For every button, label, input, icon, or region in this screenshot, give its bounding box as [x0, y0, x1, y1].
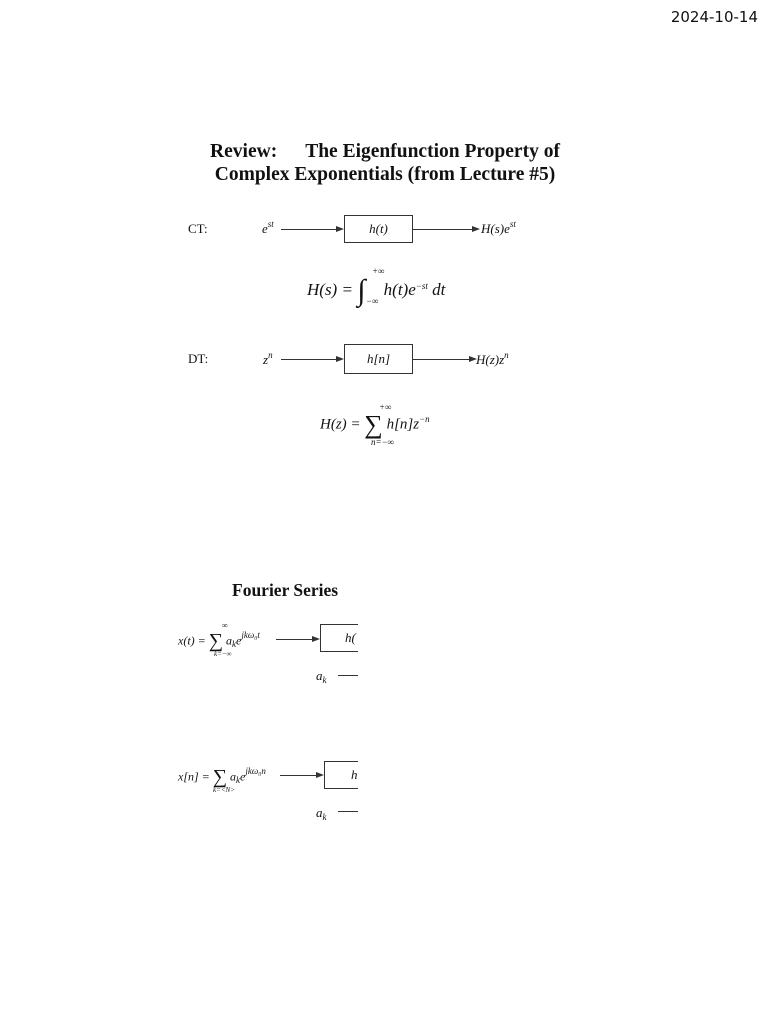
title-review: Review:: [210, 141, 278, 162]
ct-input: $e^{st}$: [262, 219, 274, 236]
dt-sum-symbol: ∑: [212, 766, 228, 788]
dt-input: $z^n$: [263, 350, 273, 367]
dt-series-equation: x[n] = ∑ $a_ke^{jk\omega_0n}$: [178, 766, 266, 788]
ct-label: CT:: [188, 221, 208, 236]
dt-ak: $a_k$: [316, 805, 327, 822]
ct-ak: $a_k$: [316, 668, 327, 685]
sum-symbol: ∑: [364, 410, 383, 439]
integral-symbol: ∫: [357, 274, 366, 307]
ct-system-box: h(t): [344, 215, 413, 243]
dt-input-arrowhead: [336, 356, 344, 362]
ct-series-upper: ∞: [222, 621, 228, 630]
dt-input-arrow-line: [281, 359, 336, 360]
dt-label: DT:: [188, 351, 209, 366]
ct-output: $H(s)e^{st}$: [481, 219, 516, 236]
ct-series-arrow-line: [276, 639, 312, 640]
dt-ztransform-equation: H(z) = ∑ $h[n]z^{-n}$: [320, 410, 430, 439]
fourier-series-content: [170, 612, 358, 832]
ct-series-arrowhead: [312, 636, 320, 642]
dt-sum-upper: +∞: [379, 402, 392, 412]
ct-input-arrowhead: [336, 226, 344, 232]
date-stamp: 2024-10-14: [670, 8, 758, 26]
ct-series-lower: k=−∞: [214, 650, 232, 658]
ct-series-equation: x(t) = ∑ $a_ke^{jk\omega_0t}$: [178, 630, 260, 652]
fourier-series-title: Fourier Series: [232, 580, 339, 600]
dt-output: $H(z)z^n$: [476, 350, 509, 367]
title-line1: The Eigenfunction Property of: [305, 141, 560, 162]
ct-laplace-equation: H(s) = ∫ $h(t)e^{-st}$ dt: [307, 274, 446, 307]
title-line2: Complex Exponentials (from Lecture #5): [214, 164, 556, 185]
dt-ak-line: [338, 811, 358, 812]
ct-sum-symbol: ∑: [208, 630, 224, 652]
dt-output-arrow-line: [413, 359, 469, 360]
ct-integral-lower: −∞: [366, 296, 379, 306]
ct-output-arrow-line: [413, 229, 472, 230]
ct-ak-line: [338, 675, 358, 676]
ct-series-system-box: h(: [320, 624, 358, 652]
ct-integral-upper: +∞: [372, 266, 385, 276]
dt-series-system-box: h: [324, 761, 358, 789]
ct-output-arrowhead: [472, 226, 480, 232]
dt-series-arrowhead: [316, 772, 324, 778]
dt-series-arrow-line: [280, 775, 316, 776]
dt-sum-lower: n=−∞: [371, 437, 395, 447]
ct-input-arrow-line: [281, 229, 336, 230]
slide-title: [150, 140, 620, 186]
dt-series-lower: k=<N>: [213, 786, 235, 794]
dt-system-box: h[n]: [344, 344, 413, 374]
